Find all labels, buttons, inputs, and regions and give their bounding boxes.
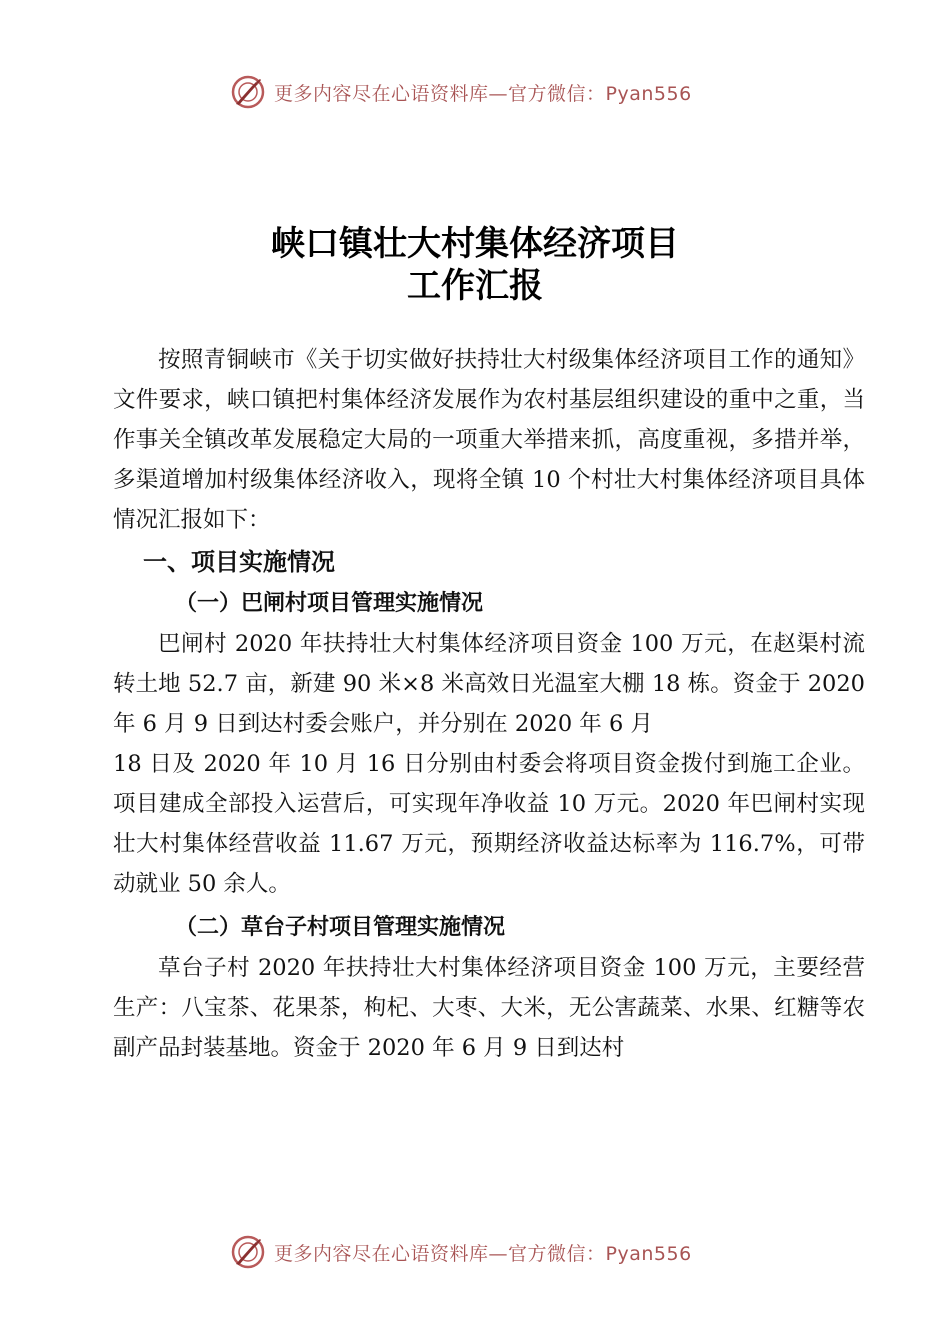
watermark-text: 更多内容尽在心语资料库—官方微信：Pyan556 bbox=[274, 1242, 692, 1265]
subsection2-heading: （二）草台子村项目管理实施情况 bbox=[175, 915, 506, 940]
watermark-text: 更多内容尽在心语资料库—官方微信：Pyan556 bbox=[274, 82, 692, 105]
section1-heading: 一、项目实施情况 bbox=[143, 548, 335, 576]
document-title-line1: 峡口镇壮大村集体经济项目 bbox=[271, 224, 679, 264]
document-title-line2: 工作汇报 bbox=[407, 266, 543, 306]
watermark-wechat-id: Pyan556 bbox=[605, 82, 692, 105]
intro-paragraph: 按照青铜峡市《关于切实做好扶持壮大村级集体经济项目工作的通知》文件要求，峡口镇把村集体经济发展作为农村基层组织建设的重中之重，当作事关全镇改革发展稳定大局的一项重大举措来抓，高度重视，多措并举，多渠道增加村级集体经济收入，现将全镇 10 个村壮大村集体经济项目具体情况汇报如下： bbox=[113, 347, 865, 533]
watermark-footer bbox=[230, 1232, 750, 1272]
subsection1-heading: （一）巴闸村项目管理实施情况 bbox=[175, 591, 484, 616]
subsection2-paragraph-a: 草台子村 2020 年扶持壮大村集体经济项目资金 100 万元，主要经营生产：八宝茶、花果茶，枸杞、大枣、大米，无公害蔬菜、水果、红糖等农副产品封装基地。资金于 2020 年 6 月 9 日到达村 bbox=[113, 955, 865, 1061]
watermark-logo-icon bbox=[230, 1234, 266, 1270]
subsection1-paragraph-b: 18 日及 2020 年 10 月 16 日分别由村委会将项目资金拨付到施工企业。项目建成全部投入运营后，可实现年净收益 10 万元。2020 年巴闸村实现壮大村集体经营收益 11.67 万元，预期经济收益达标率为 116.7%，可带动就业 50 余人。 bbox=[113, 751, 865, 897]
document-body bbox=[113, 340, 865, 1068]
watermark-logo-icon bbox=[230, 74, 266, 110]
watermark-header bbox=[230, 72, 750, 112]
watermark-wechat-id: Pyan556 bbox=[605, 1242, 692, 1265]
subsection1-paragraph-a: 巴闸村 2020 年扶持壮大村集体经济项目资金 100 万元，在赵渠村流转土地 52.7 亩，新建 90 米×8 米高效日光温室大棚 18 栋。资金于 2020 年 6 月 9 日到达村委会账户，并分别在 2020 年 6 月 bbox=[113, 631, 865, 737]
